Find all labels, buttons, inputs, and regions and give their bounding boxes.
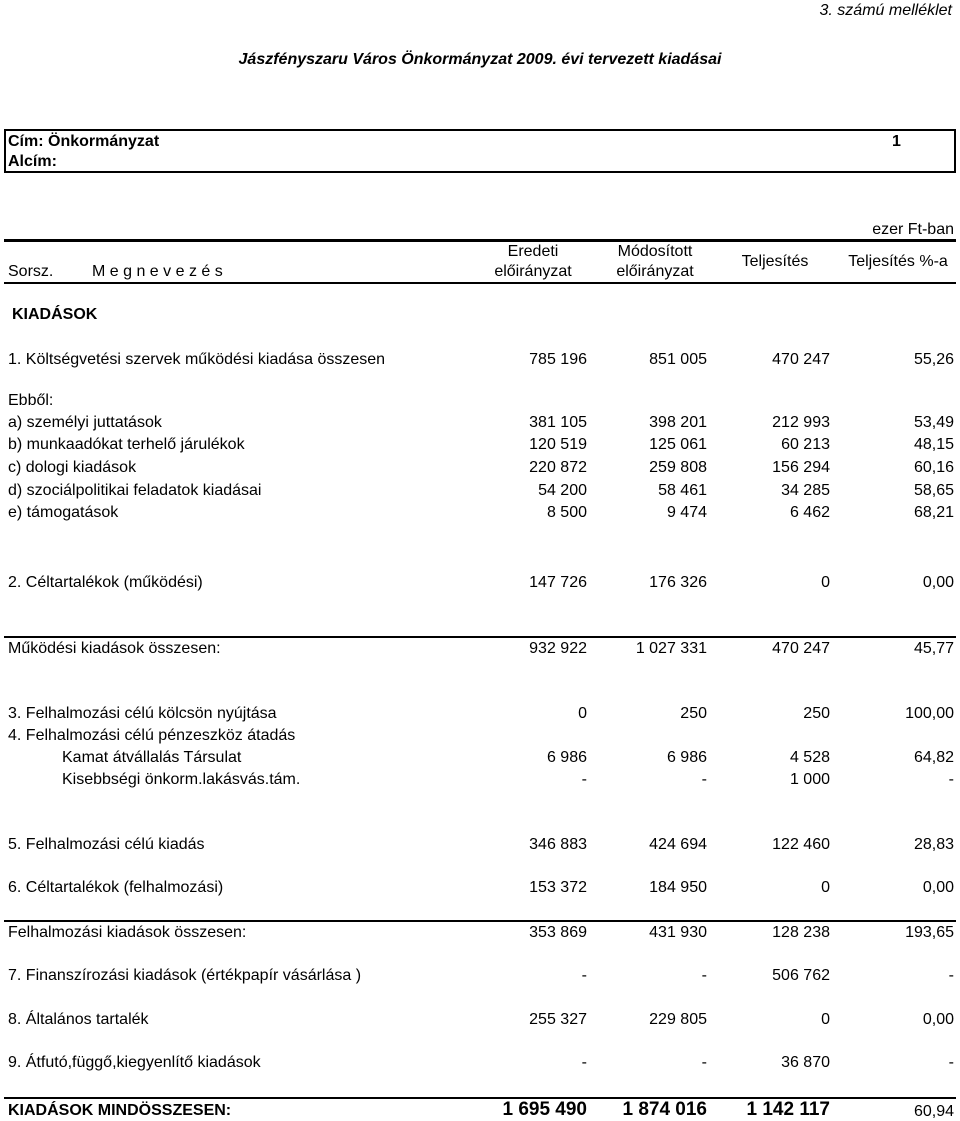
cell-modositott: 431 930 (649, 924, 707, 941)
cell-modositott: 176 326 (649, 574, 707, 591)
cell-teljesites-pct: - (948, 1054, 954, 1071)
cell-eredeti: 346 883 (529, 836, 587, 853)
subtotal-rule (4, 920, 956, 922)
cell-modositott: 184 950 (649, 879, 707, 896)
cell-modositott: 424 694 (649, 836, 707, 853)
cell-modositott: 259 808 (649, 459, 707, 476)
row-label: 4. Felhalmozási célú pénzeszköz átadás (8, 727, 296, 744)
table-row (0, 771, 960, 793)
cell-eredeti: 120 519 (529, 436, 587, 453)
cell-modositott: 58 461 (658, 482, 707, 499)
cell-eredeti: 932 922 (529, 640, 587, 657)
cell-teljesites-pct: 0,00 (922, 1011, 954, 1028)
cell-teljesites-pct: 68,21 (913, 504, 954, 521)
cell-eredeti: 1 695 490 (502, 1099, 587, 1120)
cell-eredeti: - (581, 967, 587, 984)
header-bottom-rule (4, 282, 956, 284)
alcim-label: Alcím: (8, 153, 57, 170)
cell-eredeti: 381 105 (529, 414, 587, 431)
header-eredeti-line1: Eredeti (507, 243, 559, 260)
header-teljesites-pct: Teljesítés %-a (848, 253, 948, 270)
row-label: Kamat átvállalás Társulat (62, 749, 242, 766)
table-row (0, 392, 960, 414)
header-modositott-line2: előirányzat (616, 263, 694, 280)
header-teljesites: Teljesítés (741, 253, 809, 270)
row-label: Felhalmozási kiadások összesen: (8, 924, 247, 941)
header-modositott-line1: Módosított (617, 243, 693, 260)
row-label: e) támogatások (8, 504, 119, 521)
row-label: 3. Felhalmozási célú kölcsön nyújtása (8, 705, 277, 722)
row-label: 5. Felhalmozási célú kiadás (8, 836, 205, 853)
cell-teljesites-pct: 0,00 (922, 879, 954, 896)
table-row (0, 1054, 960, 1076)
cell-modositott: - (701, 967, 707, 984)
row-label: 6. Céltartalékok (felhalmozási) (8, 879, 224, 896)
cell-modositott: 229 805 (649, 1011, 707, 1028)
cell-teljesites-pct: 100,00 (905, 705, 954, 722)
page-title: Jászfényszaru Város Önkormányzat 2009. évi tervezett kiadásai (238, 51, 722, 68)
cell-teljesites-pct: 193,65 (905, 924, 954, 941)
row-label: c) dologi kiadások (8, 459, 137, 476)
table-row (0, 1011, 960, 1033)
table-row (0, 574, 960, 596)
cell-modositott: 9 474 (666, 504, 707, 521)
cell-modositott: - (701, 1054, 707, 1071)
cell-teljesites-pct: - (948, 771, 954, 788)
row-label: 7. Finanszírozási kiadások (értékpapír vásárlása ) (8, 967, 362, 984)
cell-teljesites-pct: 64,82 (913, 749, 954, 766)
cell-modositott: 1 874 016 (622, 1099, 707, 1120)
cell-teljesites: 1 142 117 (746, 1099, 830, 1120)
cell-eredeti: - (581, 1054, 587, 1071)
cell-teljesites: 156 294 (772, 459, 830, 476)
header-eredeti (470, 242, 596, 282)
cell-teljesites: 128 238 (772, 924, 830, 941)
row-label: KIADÁSOK MINDÖSSZESEN: (8, 1102, 232, 1119)
row-label: a) személyi juttatások (8, 414, 162, 431)
table-row (0, 640, 960, 662)
cell-teljesites: 4 528 (789, 749, 830, 766)
table-row (0, 727, 960, 749)
row-label: Kisebbségi önkorm.lakásvás.tám. (62, 771, 301, 788)
row-label: 8. Általános tartalék (8, 1011, 149, 1028)
cell-teljesites: 122 460 (772, 836, 830, 853)
cell-eredeti: 220 872 (529, 459, 587, 476)
cell-eredeti: - (581, 771, 587, 788)
unit-label: ezer Ft-ban (872, 221, 954, 238)
cell-teljesites: 212 993 (772, 414, 830, 431)
cell-teljesites-pct: 48,15 (913, 436, 954, 453)
cim-number: 1 (892, 133, 901, 150)
cell-eredeti: 785 196 (529, 351, 587, 368)
table-row (0, 967, 960, 989)
table-row (0, 459, 960, 481)
header-megnevezes: M e g n e v e z é s (92, 263, 223, 280)
cell-eredeti: 54 200 (538, 482, 587, 499)
cell-teljesites: 0 (821, 879, 830, 896)
cell-eredeti: 0 (578, 705, 587, 722)
cell-teljesites-pct: 28,83 (913, 836, 954, 853)
table-row (0, 836, 960, 858)
row-label: d) szociálpolitikai feladatok kiadásai (8, 482, 262, 499)
cell-eredeti: 153 372 (529, 879, 587, 896)
row-label: Ebből: (8, 392, 54, 409)
table-row (0, 924, 960, 946)
cell-modositott: 398 201 (649, 414, 707, 431)
cell-teljesites-pct: - (948, 967, 954, 984)
table-row (0, 749, 960, 771)
table-row (0, 436, 960, 458)
cell-modositott: - (701, 771, 707, 788)
cell-teljesites: 1 000 (789, 771, 830, 788)
table-row (0, 879, 960, 901)
row-label: 9. Átfutó,függő,kiegyenlítő kiadások (8, 1054, 261, 1071)
grand-total-row (0, 1100, 960, 1121)
cell-teljesites: 470 247 (772, 640, 830, 657)
cell-teljesites: 0 (821, 574, 830, 591)
cell-modositott: 1 027 331 (635, 640, 707, 657)
row-label: 1. Költségvetési szervek működési kiadása összesen (8, 351, 386, 368)
header-modositott (592, 242, 718, 282)
cell-teljesites: 36 870 (781, 1054, 830, 1071)
cell-teljesites-pct: 55,26 (913, 351, 954, 368)
cell-teljesites: 6 462 (789, 504, 830, 521)
cell-teljesites-pct: 58,65 (913, 482, 954, 499)
cell-eredeti: 147 726 (529, 574, 587, 591)
cell-modositott: 851 005 (649, 351, 707, 368)
annex-label: 3. számú melléklet (819, 2, 952, 19)
table-row (0, 482, 960, 504)
cell-teljesites-pct: 60,16 (913, 459, 954, 476)
cell-modositott: 6 986 (666, 749, 707, 766)
table-row (0, 705, 960, 727)
row-label: b) munkaadókat terhelő járulékok (8, 436, 245, 453)
cell-teljesites-pct: 53,49 (913, 414, 954, 431)
cell-modositott: 125 061 (649, 436, 707, 453)
section-kiadasok: KIADÁSOK (12, 306, 98, 323)
cell-eredeti: 353 869 (529, 924, 587, 941)
cell-teljesites: 470 247 (772, 351, 830, 368)
cell-eredeti: 8 500 (546, 504, 587, 521)
cell-teljesites: 60 213 (781, 436, 830, 453)
cell-eredeti: 6 986 (546, 749, 587, 766)
cell-modositott: 250 (680, 705, 707, 722)
cell-teljesites: 506 762 (772, 967, 830, 984)
header-eredeti-line2: előirányzat (494, 263, 572, 280)
header-sorsz: Sorsz. (8, 263, 54, 280)
cell-teljesites-pct: 60,94 (913, 1103, 954, 1120)
cell-eredeti: 255 327 (529, 1011, 587, 1028)
table-row (0, 351, 960, 373)
table-row (0, 414, 960, 436)
row-label: 2. Céltartalékok (működési) (8, 574, 203, 591)
row-label: Működési kiadások összesen: (8, 640, 221, 657)
cell-teljesites-pct: 45,77 (913, 640, 954, 657)
cell-teljesites: 34 285 (781, 482, 830, 499)
cell-teljesites: 0 (821, 1011, 830, 1028)
cell-teljesites-pct: 0,00 (922, 574, 954, 591)
subtotal-rule (4, 636, 956, 638)
cell-teljesites: 250 (803, 705, 830, 722)
table-row (0, 504, 960, 526)
cim-label: Cím: Önkormányzat (8, 133, 160, 150)
